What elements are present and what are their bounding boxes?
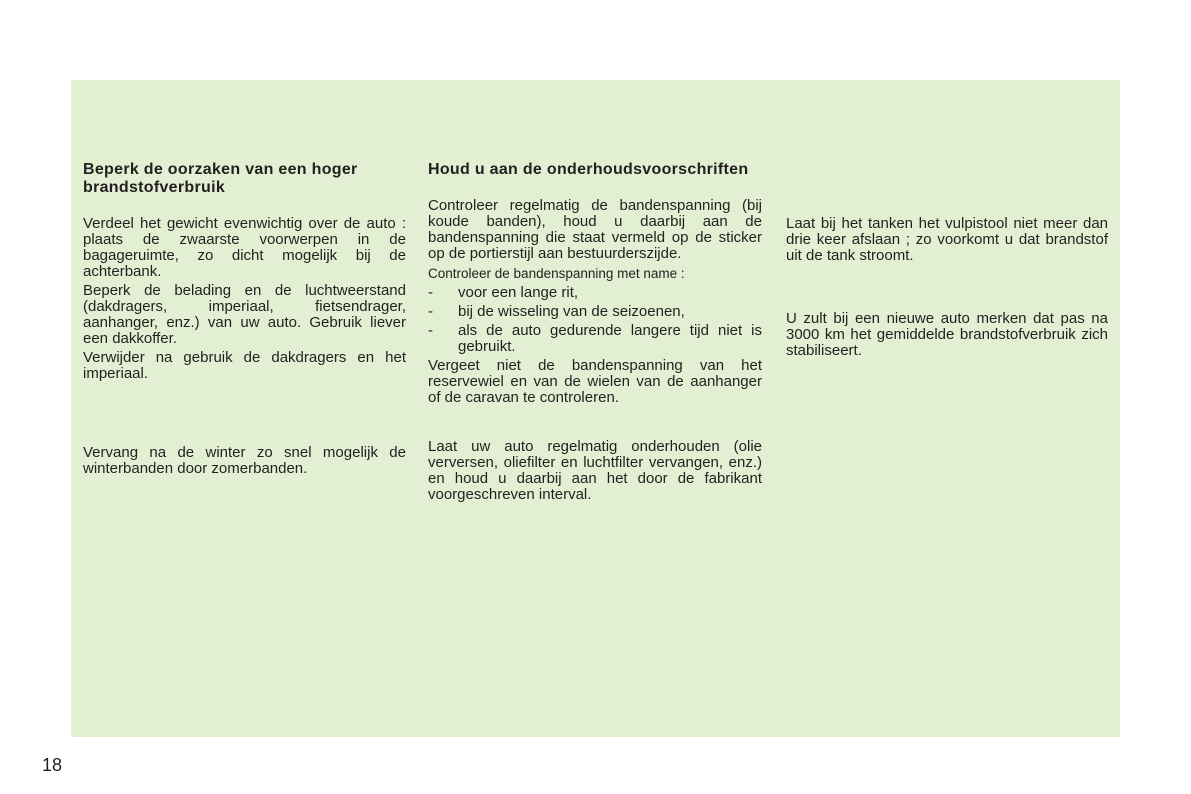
paragraph-spare-wheel: Vergeet niet de bandenspanning van het reservewiel en van de wielen van de aanhanger of de caravan te controleren. — [428, 357, 762, 406]
heading-fuel-consumption: Beperk de oorzaken van een hoger brandstofverbruik — [83, 161, 358, 196]
heading-maintenance: Houd u aan de onderhoudsvoorschriften — [428, 161, 749, 178]
list-item: - als de auto gedurende langere tijd niet is gebruikt. — [428, 322, 762, 355]
paragraph-tyre-pressure: Controleer regelmatig de bandenspanning (bij koude banden), houd u daarbij aan de bandenspanning die staat vermeld op de sticker op de portierstijl aan bestuurderszijde. — [428, 197, 762, 262]
paragraph-new-car: U zult bij een nieuwe auto merken dat pas na 3000 km het gemiddelde brandstofverbruik zich stabiliseert. — [786, 310, 1108, 359]
dash-marker: - — [428, 284, 433, 301]
tyre-check-list — [428, 285, 762, 355]
paragraph-winter-tyres: Vervang na de winter zo snel mogelijk de winterbanden door zomerbanden. — [83, 444, 406, 477]
paragraph-service-interval: Laat uw auto regelmatig onderhouden (olie verversen, oliefilter en luchtfilter vervangen, enz.) en houd u daarbij aan het door de fabrikant voorgeschreven interval. — [428, 438, 762, 503]
page-number: 18 — [42, 755, 63, 775]
paragraph-air-resistance: Beperk de belading en de luchtweerstand (dakdragers, imperiaal, fietsendrager, aanhanger, enz.) van uw auto. Gebruik liever een dakkoffer. — [83, 282, 406, 347]
list-item: - bij de wisseling van de seizoenen, — [428, 303, 685, 320]
paragraph-refuelling: Laat bij het tanken het vulpistool niet meer dan drie keer afslaan ; zo voorkomt u dat brandstof uit de tank stroomt. — [786, 215, 1108, 264]
list-title: Controleer de bandenspanning met name : — [428, 266, 685, 281]
paragraph-weight-distribution: Verdeel het gewicht evenwichtig over de auto : plaats de zwaarste voorwerpen in de bagageruimte, zo dicht mogelijk bij de achterbank. — [83, 215, 406, 280]
column-tips — [786, 216, 1108, 359]
dash-marker: - — [428, 303, 433, 320]
dash-marker: - — [428, 322, 433, 339]
list-item: - voor een lange rit, — [428, 284, 579, 301]
column-fuel-consumption — [83, 161, 406, 477]
column-maintenance — [428, 161, 762, 503]
paragraph-remove-roof-racks: Verwijder na gebruik de dakdragers en het imperiaal. — [83, 349, 406, 382]
